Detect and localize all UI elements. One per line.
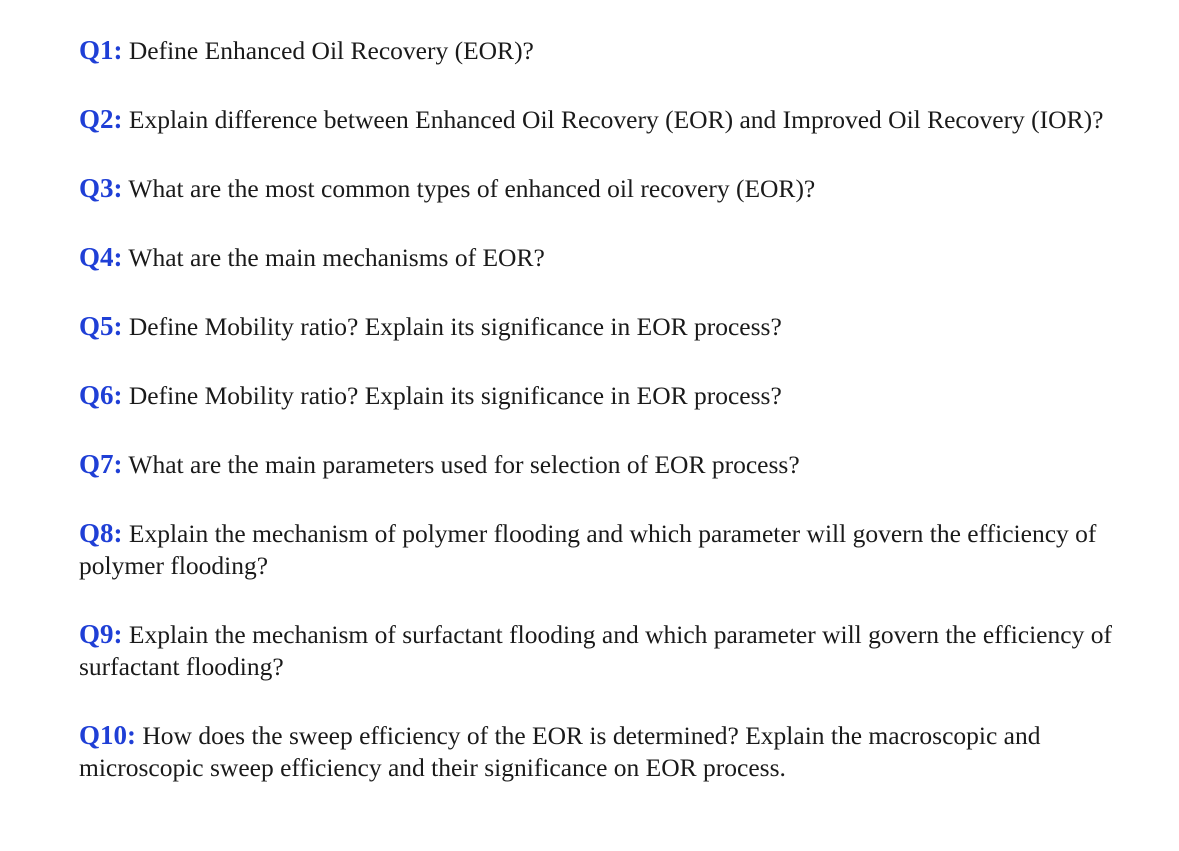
question-text: Define Mobility ratio? Explain its significance in EOR process?: [128, 381, 782, 410]
question-number: Q6:: [79, 380, 123, 410]
question-text: Explain the mechanism of polymer flooding and which parameter will govern the efficiency of polymer flooding?: [79, 519, 1097, 580]
question-number: Q9:: [79, 619, 123, 649]
question-text: What are the main mechanisms of EOR?: [128, 243, 545, 272]
question-number: Q4:: [79, 242, 123, 272]
question-9: [79, 618, 1139, 683]
question-5: [79, 310, 1139, 343]
question-list: [79, 34, 1139, 820]
question-2: [79, 103, 1139, 136]
question-text: What are the main parameters used for selection of EOR process?: [128, 450, 800, 479]
question-number: Q3:: [79, 173, 123, 203]
question-text: Define Enhanced Oil Recovery (EOR)?: [128, 36, 534, 65]
question-4: [79, 241, 1139, 274]
question-number: Q5:: [79, 311, 123, 341]
question-number: Q10:: [79, 720, 136, 750]
question-6: [79, 379, 1139, 412]
question-7: [79, 448, 1139, 481]
question-1: [79, 34, 1139, 67]
question-number: Q2:: [79, 104, 123, 134]
question-number: Q8:: [79, 518, 123, 548]
question-text: What are the most common types of enhanced oil recovery (EOR)?: [128, 174, 816, 203]
question-3: [79, 172, 1139, 205]
question-number: Q7:: [79, 449, 123, 479]
question-number: Q1:: [79, 35, 123, 65]
question-text: Explain difference between Enhanced Oil Recovery (EOR) and Improved Oil Recovery (IOR)?: [128, 105, 1104, 134]
question-text: How does the sweep efficiency of the EOR is determined? Explain the macroscopic and microscopic sweep efficiency and their significance on EOR process.: [79, 721, 1041, 782]
question-text: Explain the mechanism of surfactant flooding and which parameter will govern the efficiency of surfactant flooding?: [79, 620, 1112, 681]
question-10: [79, 719, 1139, 784]
question-text: Define Mobility ratio? Explain its significance in EOR process?: [128, 312, 782, 341]
question-8: [79, 517, 1139, 582]
